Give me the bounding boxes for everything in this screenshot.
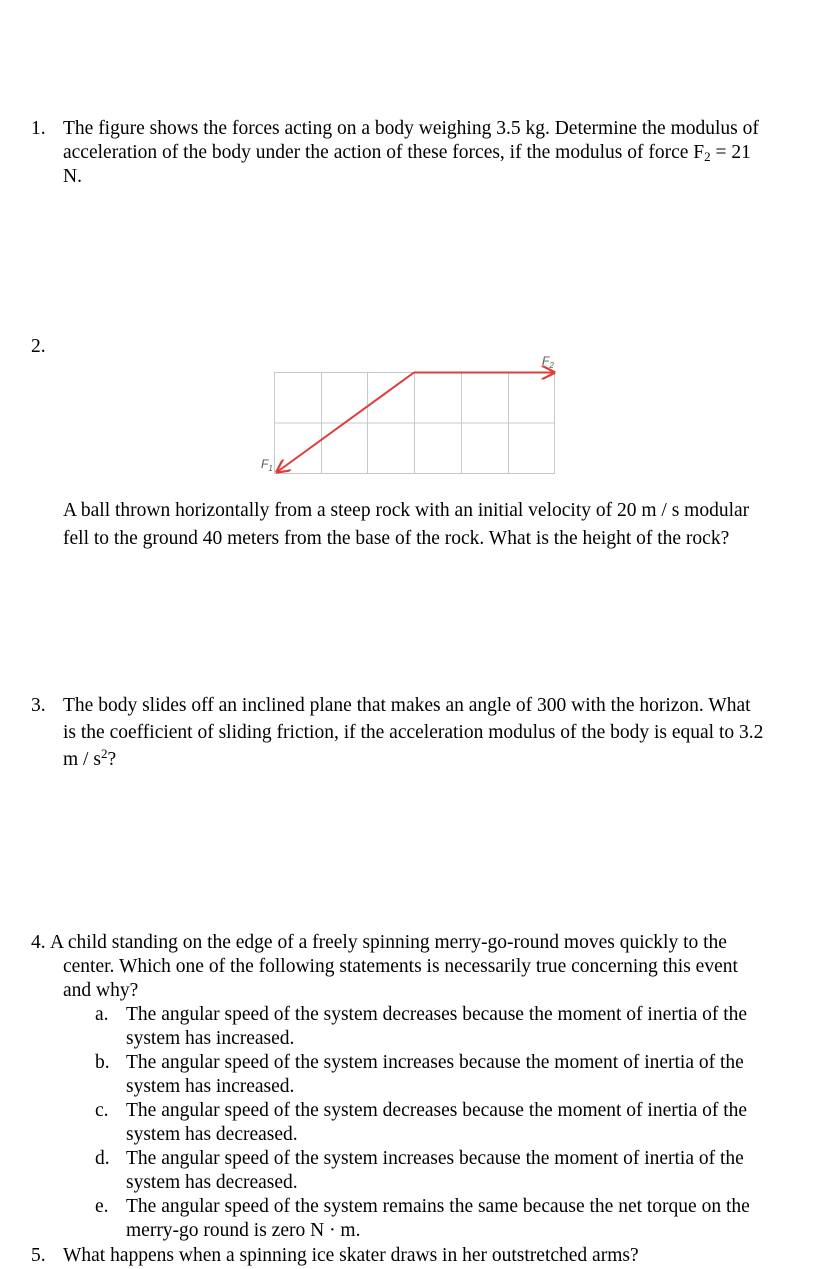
force-f2-label: $F_2$ bbox=[542, 354, 554, 370]
option-text-line-2: system has decreased. bbox=[126, 1172, 298, 1193]
option-text-line-2: system has increased. bbox=[126, 1028, 295, 1049]
question-4-number: 4. bbox=[31, 932, 46, 953]
question-3-number: 3. bbox=[31, 695, 46, 716]
force-f1-label: $F_1$ bbox=[261, 457, 273, 473]
diagram-grid bbox=[275, 373, 555, 474]
option-letter: a. bbox=[95, 1004, 109, 1025]
option-letter: b. bbox=[95, 1052, 110, 1073]
option-text-line-2: system has decreased. bbox=[126, 1124, 298, 1145]
option-text-line-1: The angular speed of the system remains the same because the net torque on the bbox=[126, 1196, 750, 1217]
question-2-number: 2. bbox=[31, 336, 46, 357]
question-1-line-3: N. bbox=[63, 166, 82, 187]
option-text-line-2: system has increased. bbox=[126, 1076, 295, 1097]
question-2-line-2: fell to the ground 40 meters from the base of the rock. What is the height of the rock? bbox=[63, 528, 730, 549]
force-f1-arrow bbox=[277, 373, 414, 473]
option-text-line-2: merry-go round is zero N · m. bbox=[126, 1220, 361, 1241]
option-letter: d. bbox=[95, 1148, 110, 1169]
question-3-line-2: is the coefficient of sliding friction, if the acceleration modulus of the body is equal to 3.2 bbox=[63, 722, 764, 743]
question-5-number: 5. bbox=[31, 1245, 46, 1266]
question-3-line-3: m / $s^2$? bbox=[63, 746, 117, 770]
option-text-line-1: The angular speed of the system increases because the moment of inertia of the bbox=[126, 1052, 744, 1073]
option-letter: e. bbox=[95, 1196, 109, 1217]
question-2-line-1: A ball thrown horizontally from a steep rock with an initial velocity of 20 m / s modular bbox=[63, 500, 750, 521]
question-5-line-1: What happens when a spinning ice skater draws in her outstretched arms? bbox=[63, 1245, 639, 1266]
question-4-line-1: A child standing on the edge of a freely spinning merry-go-round moves quickly to the bbox=[50, 932, 727, 953]
force-diagram bbox=[258, 352, 568, 480]
question-3-line-1: The body slides off an inclined plane that makes an angle of 300 with the horizon. What bbox=[63, 695, 751, 716]
option-text-line-1: The angular speed of the system decreases because the moment of inertia of the bbox=[126, 1100, 748, 1121]
option-text-line-1: The angular speed of the system increases because the moment of inertia of the bbox=[126, 1148, 744, 1169]
question-1-number: 1. bbox=[31, 118, 46, 139]
question-1-line-1: The figure shows the forces acting on a body weighing 3.5 kg. Determine the modulus of bbox=[63, 118, 759, 139]
question-4-line-3: and why? bbox=[63, 980, 139, 1001]
question-1-line-2: acceleration of the body under the action of these forces, if the modulus of force $F_2 = 21$ bbox=[63, 142, 751, 164]
option-letter: c. bbox=[95, 1100, 109, 1121]
question-4-line-2: center. Which one of the following statements is necessarily true concerning this event bbox=[63, 956, 738, 977]
option-text-line-1: The angular speed of the system decreases because the moment of inertia of the bbox=[126, 1004, 748, 1025]
